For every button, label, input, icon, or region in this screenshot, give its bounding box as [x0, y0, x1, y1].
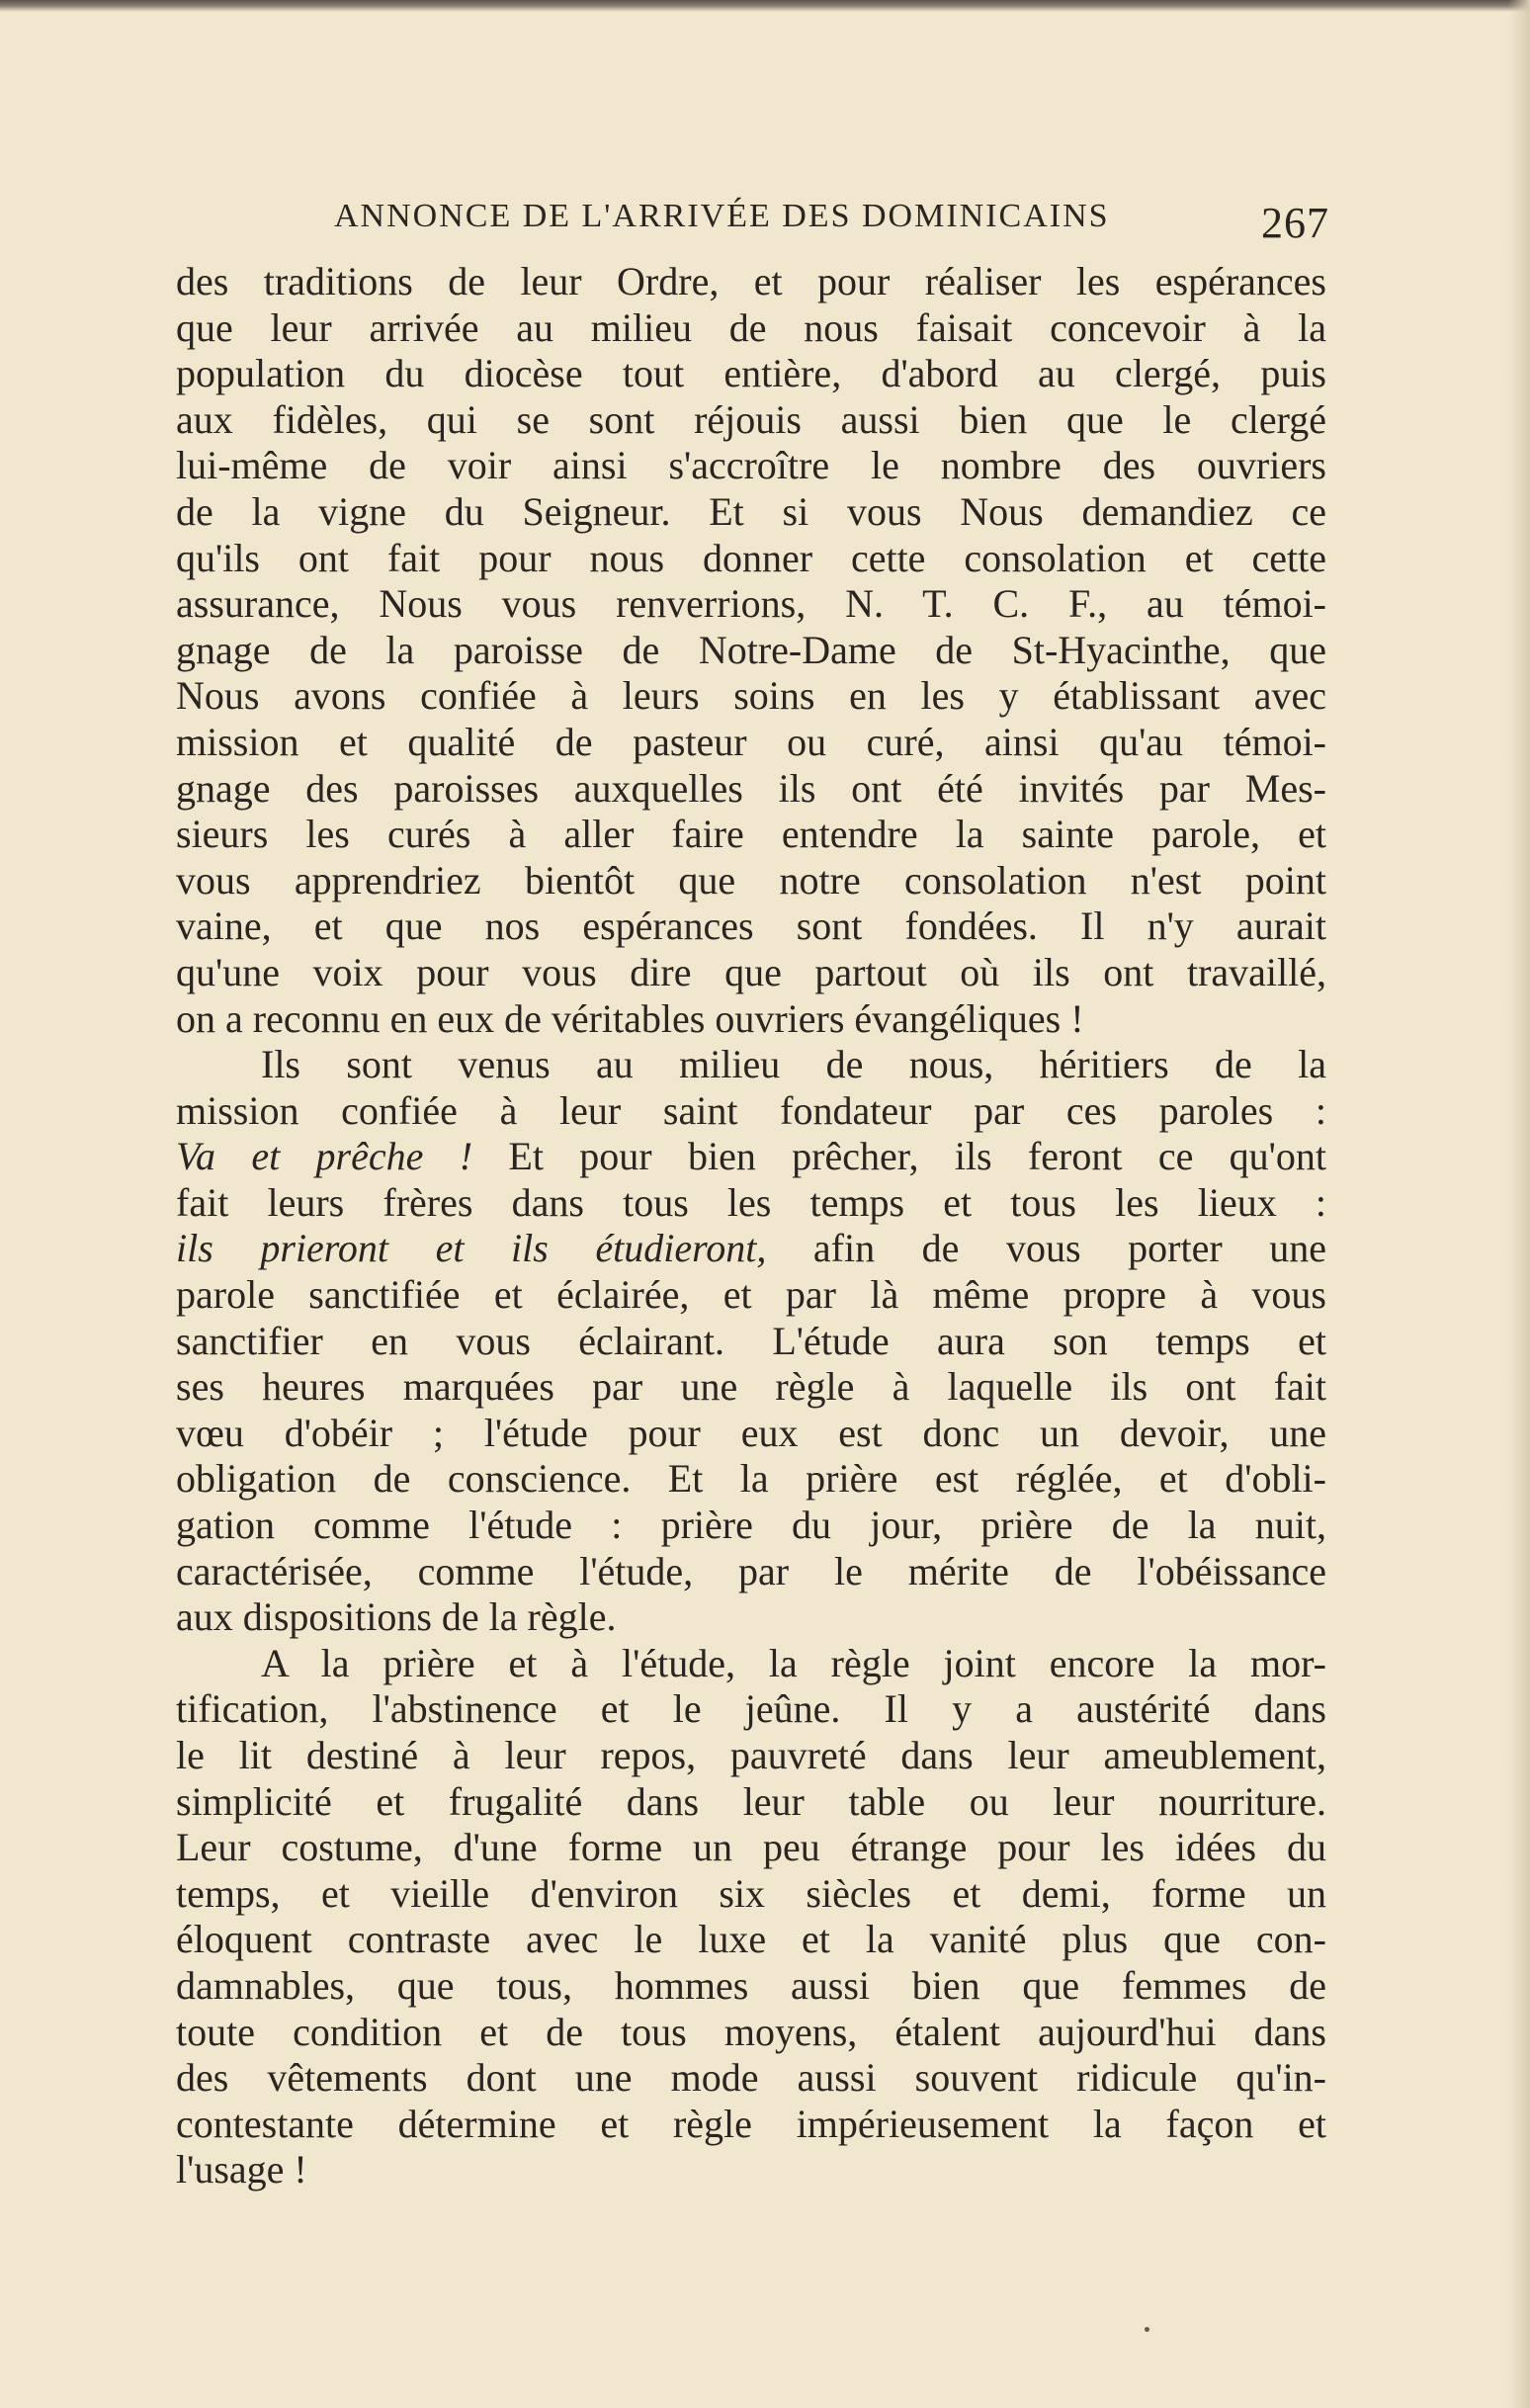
ink-speck	[1145, 2327, 1149, 2332]
paragraph	[176, 1641, 1326, 2193]
text-line: damnables, que tous, hommes aussi bien que femmes de	[176, 1962, 1326, 2008]
text-line: aux fidèles, qui se sont réjouis aussi bien que le clergé	[176, 396, 1326, 442]
text-line: simplicité et frugalité dans leur table ou leur nourriture.	[176, 1778, 1326, 1824]
text-line: qu'ils ont fait pour nous donner cette consolation et cette	[176, 535, 1326, 580]
text-line: ses heures marquées par une règle à laquelle ils ont fait	[176, 1364, 1326, 1410]
text-line: vous apprendriez bientôt que notre consolation n'est point	[176, 857, 1326, 903]
text-line: des traditions de leur Ordre, et pour réaliser les espérances	[176, 259, 1326, 303]
text-line: sanctifier en vous éclairant. L'étude aura son temps et	[176, 1318, 1326, 1363]
text-line	[176, 1134, 1326, 1180]
line-remainder: Et pour bien prêcher, ils feront ce qu'ont	[472, 1134, 1326, 1179]
paragraph	[176, 1042, 1326, 1641]
text-line: toute condition et de tous moyens, étalent aujourd'hui dans	[176, 2009, 1326, 2054]
text-line: qu'une voix pour vous dire que partout où ils ont travaillé,	[176, 949, 1326, 994]
italic-phrase: Va et prêche !	[176, 1134, 473, 1179]
page-number: 267	[1261, 199, 1329, 247]
text-line: le lit destiné à leur repos, pauvreté dans leur ameublement,	[176, 1733, 1326, 1777]
text-line: assurance, Nous vous renverrions, N. T. C. F., au témoi-	[176, 581, 1326, 627]
text-line: Nous avons confiée à leurs soins en les y établissant avec	[176, 673, 1326, 719]
text-line: temps, et vieille d'environ six siècles et demi, forme un	[176, 1870, 1326, 1916]
text-line: gnage des paroisses auxquelles ils ont été invités par Mes-	[176, 765, 1326, 811]
page-right-edge	[1508, 0, 1530, 2408]
text-line: mission confiée à leur saint fondateur par ces paroles :	[176, 1087, 1326, 1133]
text-line: de la vigne du Seigneur. Et si vous Nous demandiez ce	[176, 488, 1326, 534]
text-line: éloquent contraste avec le luxe et la vanité plus que con-	[176, 1917, 1326, 1962]
text-line: l'usage !	[176, 2147, 307, 2193]
text-line: fait leurs frères dans tous les temps et tous les lieux :	[176, 1179, 1326, 1225]
text-line: mission et qualité de pasteur ou curé, ainsi qu'au témoi-	[176, 719, 1326, 764]
text-line: gnage de la paroisse de Notre-Dame de St-Hyacinthe, que	[176, 627, 1326, 672]
text-line: que leur arrivée au milieu de nous faisait concevoir à la	[176, 304, 1326, 350]
running-head: ANNONCE DE L'ARRIVÉE DES DOMINICAINS	[334, 198, 1110, 234]
text-line: parole sanctifiée et éclairée, et par là même propre à vous	[176, 1272, 1326, 1318]
text-line	[176, 1226, 1326, 1272]
text-line: A la prière et à l'étude, la règle joint encore la mor-	[261, 1640, 1326, 1685]
line-remainder: afin de vous porter une	[766, 1226, 1326, 1271]
text-line: caractérisée, comme l'étude, par le mérite de l'obéissance	[176, 1548, 1326, 1593]
text-line: Ils sont venus au milieu de nous, héritiers de la	[261, 1042, 1326, 1087]
text-line: gation comme l'étude : prière du jour, prière de la nuit,	[176, 1503, 1326, 1548]
text-line: vaine, et que nos espérances sont fondées. Il n'y aurait	[176, 903, 1326, 949]
text-line: tification, l'abstinence et le jeûne. Il y a austérité dans	[176, 1686, 1326, 1732]
text-line: des vêtements dont une mode aussi souvent ridicule qu'in-	[176, 2055, 1326, 2101]
page-top-edge	[0, 0, 1530, 12]
text-line: contestante détermine et règle impérieusement la façon et	[176, 2101, 1326, 2146]
body-text	[176, 259, 1326, 2193]
text-line: Leur costume, d'une forme un peu étrange pour les idées du	[176, 1825, 1326, 1870]
italic-phrase: ils prieront et ils étudieront,	[176, 1226, 767, 1271]
text-line: population du diocèse tout entière, d'abord au clergé, puis	[176, 351, 1326, 396]
text-line: sieurs les curés à aller faire entendre la sainte parole, et	[176, 812, 1326, 857]
text-line: lui-même de voir ainsi s'accroître le nombre des ouvriers	[176, 443, 1326, 488]
text-line: vœu d'obéir ; l'étude pour eux est donc un devoir, une	[176, 1410, 1326, 1455]
text-line: aux dispositions de la règle.	[176, 1594, 617, 1640]
paragraph	[176, 259, 1326, 1042]
text-line: obligation de conscience. Et la prière est réglée, et d'obli-	[176, 1456, 1326, 1502]
text-line: on a reconnu en eux de véritables ouvriers évangéliques !	[176, 995, 1084, 1041]
